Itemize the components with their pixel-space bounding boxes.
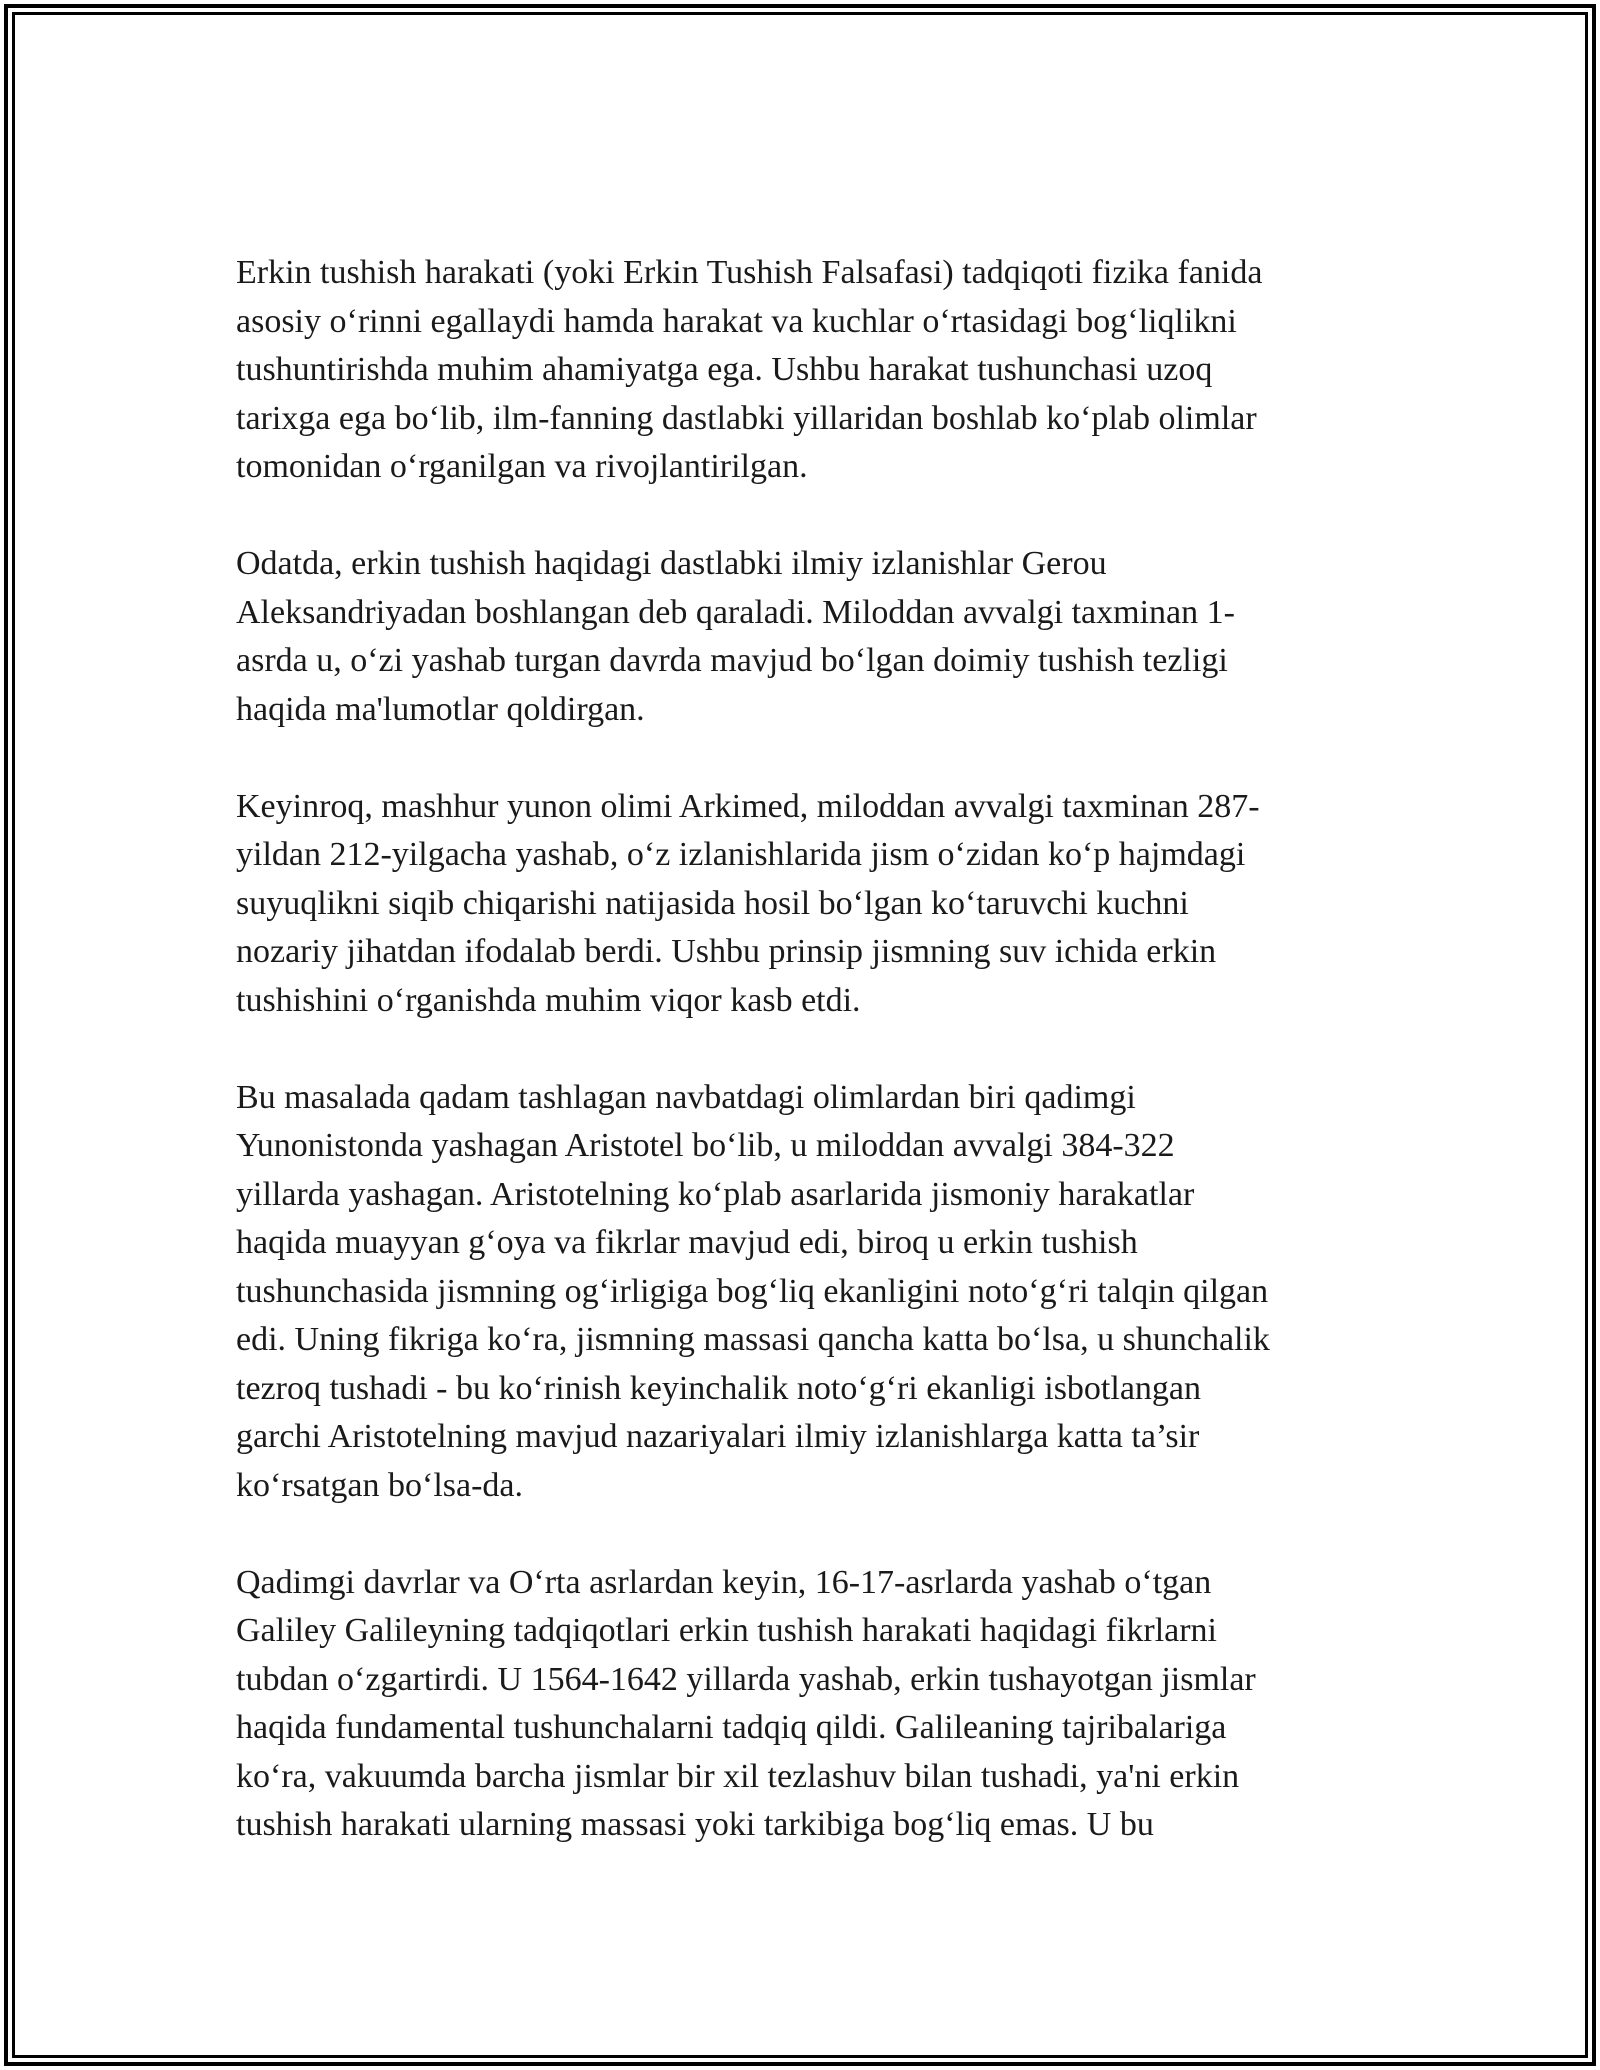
text-line: tubdan o‘zgartirdi. U 1564-1642 yillarda yashab, erkin tushayotgan jismlar xyxy=(236,1660,1256,1698)
text-line: tushish harakati ularning massasi yoki tarkibiga bog‘liq emas. U bu xyxy=(236,1806,1154,1843)
text-line: Aleksandriyadan boshlangan deb qaraladi. Miloddan avvalgi taxminan 1- xyxy=(236,593,1235,631)
text-line: yillarda yashagan. Aristotelning ko‘plab asarlarida jismoniy harakatlar xyxy=(236,1175,1195,1213)
text-line: haqida fundamental tushunchalarni tadqiq qildi. Galileaning tajribalariga xyxy=(236,1709,1227,1746)
text-line: garchi Aristotelning mavjud nazariyalari ilmiy izlanishlarga katta ta’sir xyxy=(236,1418,1200,1455)
text-line: suyuqlikni siqib chiqarishi natijasida hosil bo‘lgan ko‘taruvchi kuchni xyxy=(236,884,1189,922)
paragraph-3 xyxy=(236,783,1356,1026)
text-line: Qadimgi davrlar va O‘rta asrlardan keyin, 16-17-asrlarda yashab o‘tgan xyxy=(236,1563,1212,1601)
paragraph-5 xyxy=(236,1559,1356,1850)
text-line: tushishini o‘rganishda muhim viqor kasb etdi. xyxy=(236,981,861,1019)
text-line: yildan 212-yilgacha yashab, o‘z izlanishlarida jism o‘zidan ko‘p hajmdagi xyxy=(236,836,1246,873)
text-line: haqida muayyan g‘oya va fikrlar mavjud edi, biroq u erkin tushish xyxy=(236,1224,1138,1261)
text-line: nozariy jihatdan ifodalab berdi. Ushbu prinsip jismning suv ichida erkin xyxy=(236,933,1217,970)
text-line: Yunonistonda yashagan Aristotel bo‘lib, u miloddan avvalgi 384-322 xyxy=(236,1127,1175,1164)
text-line: Erkin tushish harakati (yoki Erkin Tushish Falsafasi) tadqiqoti fizika fanida xyxy=(236,254,1263,291)
text-line: Galiley Galileyning tadqiqotlari erkin tushish harakati haqidagi fikrlarni xyxy=(236,1612,1218,1649)
text-line: Odatda, erkin tushish haqidagi dastlabki ilmiy izlanishlar Gerou xyxy=(236,545,1107,582)
text-line: asrda u, o‘zi yashab turgan davrda mavjud bo‘lgan doimiy tushish tezligi xyxy=(236,642,1228,679)
text-line: Keyinroq, mashhur yunon olimi Arkimed, miloddan avvalgi taxminan 287- xyxy=(236,787,1260,825)
document-body xyxy=(236,249,1356,1898)
text-line: edi. Uning fikriga ko‘ra, jismning massasi qancha katta bo‘lsa, u shunchalik xyxy=(236,1321,1270,1358)
text-line: ko‘rsatgan bo‘lsa-da. xyxy=(236,1466,524,1504)
text-line: asosiy o‘rinni egallaydi hamda harakat va kuchlar o‘rtasidagi bog‘liqlikni xyxy=(236,302,1237,340)
paragraph-4 xyxy=(236,1074,1356,1511)
text-line: haqida ma'lumotlar qoldirgan. xyxy=(236,690,645,728)
paragraph-1 xyxy=(236,249,1356,492)
text-line: tarixga ega bo‘lib, ilm-fanning dastlabki yillaridan boshlab ko‘plab olimlar xyxy=(236,399,1257,437)
paragraph-2 xyxy=(236,540,1356,734)
text-line: ko‘ra, vakuumda barcha jismlar bir xil tezlashuv bilan tushadi, ya'ni erkin xyxy=(236,1757,1240,1795)
text-line: tomonidan o‘rganilgan va rivojlantirilgan. xyxy=(236,448,808,485)
text-line: tezroq tushadi - bu ko‘rinish keyinchalik noto‘g‘ri ekanligi isbotlangan xyxy=(236,1369,1201,1407)
text-line: tushunchasida jismning og‘irligiga bog‘liq ekanligini noto‘g‘ri talqin qilgan xyxy=(236,1272,1269,1310)
text-line: tushuntirishda muhim ahamiyatga ega. Ushbu harakat tushunchasi uzoq xyxy=(236,351,1213,388)
text-line: Bu masalada qadam tashlagan navbatdagi olimlardan biri qadimgi xyxy=(236,1078,1136,1116)
